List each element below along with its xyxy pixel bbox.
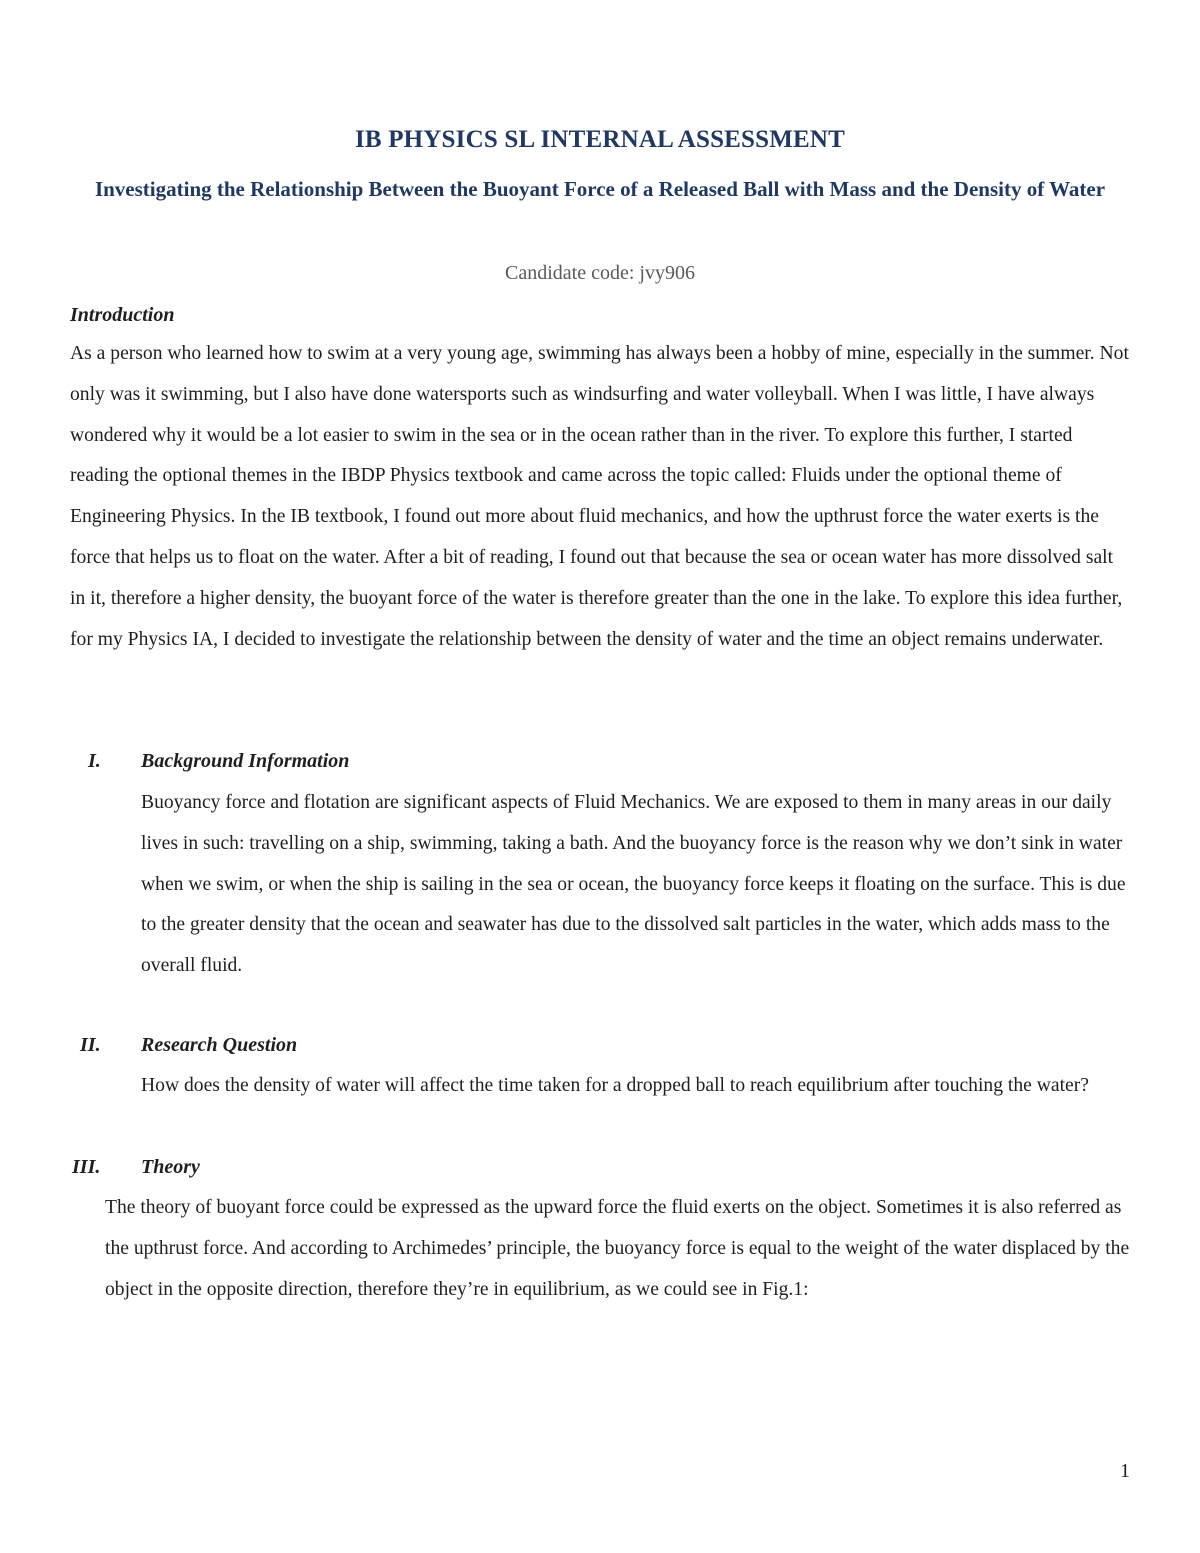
page-number: 1 bbox=[1120, 1460, 1130, 1482]
section-1-heading: Background Information bbox=[141, 750, 350, 772]
introduction-heading: Introduction bbox=[70, 304, 175, 326]
section-1-numeral: I. bbox=[88, 750, 101, 772]
document-subtitle: Investigating the Relationship Between the Buoyant Force of a Released Ball with Mass and the Density of Water bbox=[94, 177, 1106, 201]
section-2-numeral: II. bbox=[80, 1034, 101, 1056]
document-title: IB PHYSICS SL INTERNAL ASSESSMENT bbox=[354, 126, 846, 153]
section-3-paragraph: The theory of buoyant force could be expressed as the upward force the fluid exerts on the object. Sometimes it is also referred as the upthrust force. And according to Archimedes’ principle, the buoyancy force is equal to the weight of the water displaced by the object in the opposite direction, therefore they’re in equilibrium, as we could see in Fig.1: bbox=[105, 1197, 1130, 1300]
section-3-numeral: III. bbox=[72, 1156, 101, 1178]
candidate-code: Candidate code: jvy906 bbox=[505, 262, 695, 284]
section-2-paragraph: How does the density of water will affect the time taken for a dropped ball to reach equilibrium after touching the water? bbox=[141, 1075, 1089, 1096]
section-1-paragraph: Buoyancy force and flotation are significant aspects of Fluid Mechanics. We are exposed to them in many areas in our daily lives in such: travelling on a ship, swimming, taking a bath. And the buoyancy force is the reason why we don’t sink in water when we swim, or when the ship is sailing in the sea or ocean, the buoyancy force keeps it floating on the surface. This is due to the greater density that the ocean and seawater has due to the dissolved salt particles in the water, which adds mass to the overall fluid. bbox=[141, 792, 1126, 977]
introduction-paragraph: As a person who learned how to swim at a very young age, swimming has always been a hobby of mine, especially in the summer. Not only was it swimming, but I also have done watersports such as windsurfing and water volleyball. When I was little, I have always wondered why it would be a lot easier to swim in the sea or in the ocean rather than in the river. To explore this further, I started reading the optional themes in the IBDP Physics textbook and came across the topic called: Fluids under the optional theme of Engineering Physics. In the IB textbook, I found out more about fluid mechanics, and how the upthrust force the water exerts is the force that helps us to float on the water. After a bit of reading, I found out that because the sea or ocean water has more dissolved salt in it, therefore a higher density, the buoyant force of the water is therefore greater than the one in the lake. To explore this idea further, for my Physics IA, I decided to investigate the relationship between the density of water and the time an object remains underwater. bbox=[70, 343, 1129, 650]
section-2-heading: Research Question bbox=[141, 1034, 298, 1056]
section-3-heading: Theory bbox=[141, 1156, 200, 1178]
